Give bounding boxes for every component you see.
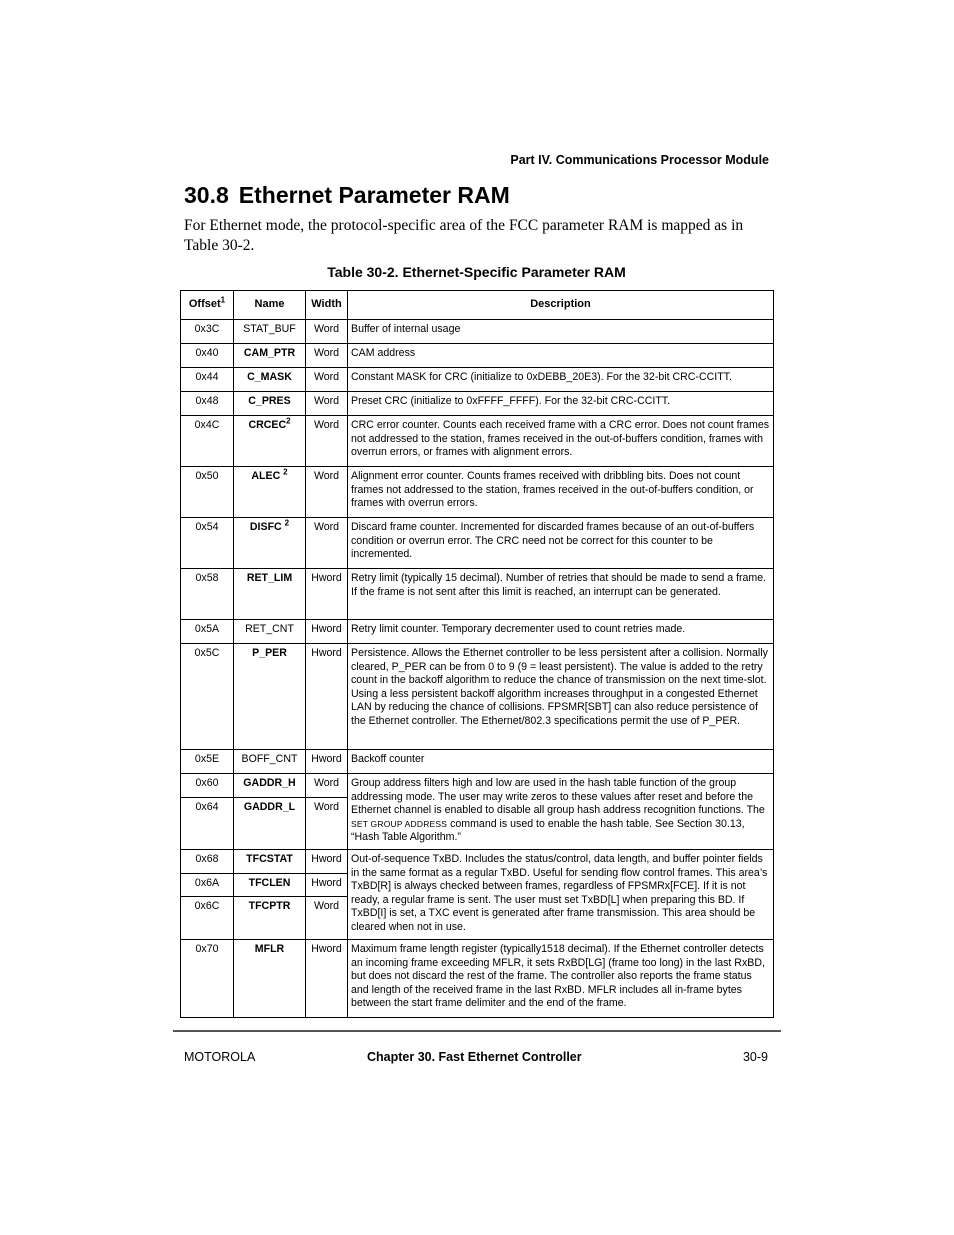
row-description: Alignment error counter. Counts frames received with dribbling bits. Does not count frames not addressed to the station, frames received in the out-of-buffers condition, or frames with overrun errors. [348,467,774,518]
table-row [181,750,774,774]
row-width: Hword [306,750,348,774]
header-name: Name [234,291,306,320]
row-name: DISFC $^2$ [234,518,306,569]
row-offset: 0x64 [181,798,234,850]
row-offset: 0x5E [181,750,234,774]
table-row [181,850,774,874]
table-row [181,368,774,392]
row-offset: 0x54 [181,518,234,569]
row-offset: 0x44 [181,368,234,392]
group-address-description: Group address filters high and low are used in the hash table function of the group addressing mode. The user may write zeros to these values after reset and before the Ethernet channel is enabled to disable all group hash address recognition functions. The SET GROUP ADDRESS command is used to enable the hash table. See Section 30.13, “Hash Table Algorithm.” [348,774,774,850]
row-offset: 0x6C [181,897,234,940]
row-offset: 0x48 [181,392,234,416]
row-name: P_PER [234,644,306,750]
set-group-address-command: SET GROUP ADDRESS [351,818,448,829]
table-row [181,940,774,1018]
row-width: Word [306,416,348,467]
offset-footnote-mark: 1 [220,295,226,305]
row-width: Word [306,467,348,518]
header-description: Description [348,291,774,320]
row-offset: 0x4C [181,416,234,467]
row-name: GADDR_H [234,774,306,798]
row-name: TFCLEN [234,874,306,897]
section-number: 30.8 [184,182,229,208]
row-name: RET_CNT [234,620,306,644]
running-head: Part IV. Communications Processor Module [510,153,769,167]
footer-page-number: 30-9 [742,1050,768,1064]
row-name: RET_LIM [234,569,306,620]
table-row [181,518,774,569]
row-offset: 0x3C [181,320,234,344]
table-row [181,644,774,750]
table-row [181,774,774,798]
row-width: Hword [306,940,348,1018]
row-name: C_MASK [234,368,306,392]
section-title-text: Ethernet Parameter RAM [238,182,510,208]
row-name: CRCEC$^2$ [234,416,306,467]
row-offset: 0x70 [181,940,234,1018]
row-offset: 0x5A [181,620,234,644]
row-width: Hword [306,569,348,620]
row-name: CAM_PTR [234,344,306,368]
row-description: Retry limit counter. Temporary decrementer used to count retries made. [348,620,774,644]
header-width: Width [306,291,348,320]
row-description: Retry limit (typically 15 decimal). Number of retries that should be made to send a frame. If the frame is not sent after this limit is reached, an interrupt can be generated. [348,569,774,620]
row-description: Constant MASK for CRC (initialize to 0xDEBB_20E3). For the 32-bit CRC-CCITT. [348,368,774,392]
footer-publisher: MOTOROLA [184,1050,256,1064]
row-width: Word [306,392,348,416]
table-row [181,392,774,416]
row-offset: 0x68 [181,850,234,874]
footer-rule [173,1030,781,1032]
row-name: BOFF_CNT [234,750,306,774]
table-row [181,416,774,467]
row-name: TFCPTR [234,897,306,940]
row-description: CRC error counter. Counts each received frame with a CRC error. Does not count frames not addressed to the station, frames received in the out-of-buffers condition, frames with overrun errors, or frames with alignment errors. [348,416,774,467]
section-title [184,182,510,209]
row-offset: 0x5C [181,644,234,750]
table-row [181,620,774,644]
row-name: C_PRES [234,392,306,416]
row-name: TFCSTAT [234,850,306,874]
row-offset: 0x58 [181,569,234,620]
footnote-mark: 2 [284,518,290,528]
row-width: Word [306,320,348,344]
row-offset: 0x50 [181,467,234,518]
flow-control-txbd-description: Out-of-sequence TxBD. Includes the status/control, data length, and buffer pointer fields in the same format as a regular TxBD. Useful for sending flow control frames. This area’s TxBD[R] is always checked between frames, regardless of FPSMRx[FCE]. If it is not ready, a regular frame is sent. The user must set TxBD[L] when preparing this BD. If TxBD[I] is set, a TXC event is generated after frame transmission. This area should be cleared when not in use. [348,850,774,940]
row-name: MFLR [234,940,306,1018]
table-row [181,569,774,620]
row-description: CAM address [348,344,774,368]
row-offset: 0x60 [181,774,234,798]
intro-paragraph: For Ethernet mode, the protocol-specific area of the FCC parameter RAM is mapped as in Table 30-2. [184,217,744,254]
row-width: Word [306,518,348,569]
row-description: Preset CRC (initialize to 0xFFFF_FFFF). For the 32-bit CRC-CCITT. [348,392,774,416]
row-width: Word [306,774,348,798]
row-width: Word [306,344,348,368]
row-description: Persistence. Allows the Ethernet controller to be less persistent after a collision. Normally cleared, P_PER can be from 0 to 9 (9 = least persistent). The value is added to the retry count in the backoff algorithm to reduce the chance of transmission on the next time-slot. Using a less persistent backoff algorithm increases throughput in a congested Ethernet LAN by reducing the chance of collisions. FPSMR[SBT] can also reduce persistence of the Ethernet controller. The Ethernet/802.3 specifications permit the use of P_PER. [348,644,774,750]
row-offset: 0x40 [181,344,234,368]
row-description: Buffer of internal usage [348,320,774,344]
table-row [181,467,774,518]
row-description: Discard frame counter. Incremented for discarded frames because of an out-of-buffers condition or overrun error. The CRC need not be correct for this counter to be incremented. [348,518,774,569]
row-name: STAT_BUF [234,320,306,344]
parameter-ram-table [180,290,774,1018]
row-width: Hword [306,874,348,897]
table-caption: Table 30-2. Ethernet-Specific Parameter RAM [327,264,626,280]
footnote-mark: 2 [283,467,288,477]
row-width: Hword [306,850,348,874]
footer-chapter: Chapter 30. Fast Ethernet Controller [367,1050,582,1064]
row-description: Backoff counter [348,750,774,774]
row-width: Word [306,798,348,850]
row-width: Hword [306,620,348,644]
header-offset: Offset$^1$ [181,291,234,320]
row-offset: 0x6A [181,874,234,897]
row-description: Maximum frame length register (typically1518 decimal). If the Ethernet controller detects an incoming frame exceeding MFLR, it sets RxBD[LG] (frame too long) in the last RxBD, but does not discard the rest of the frame. The controller also reports the frame status and length of the received frame in the last RxBD. MFLR includes all in-frame bytes between the start frame delimiter and the end of the frame. [348,940,774,1018]
footnote-mark: 2 [286,416,291,426]
row-name: GADDR_L [234,798,306,850]
table-row [181,320,774,344]
row-width: Word [306,897,348,940]
row-width: Hword [306,644,348,750]
table-row [181,344,774,368]
row-width: Word [306,368,348,392]
table-header-row [181,291,774,320]
row-name: ALEC $^2$ [234,467,306,518]
